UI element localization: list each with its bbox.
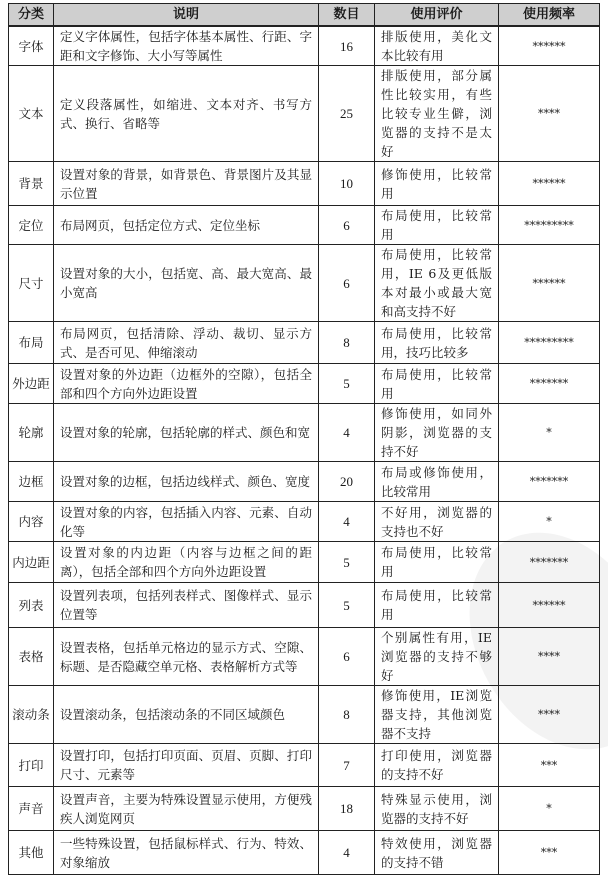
- count-cell: 16: [319, 26, 375, 66]
- frequency-cell: *******: [499, 542, 600, 583]
- table-row: [9, 787, 600, 831]
- category-cell: 字体: [9, 26, 54, 66]
- evaluation-cell: 布局使用，比较常用: [375, 364, 499, 404]
- count-cell: 4: [319, 404, 375, 462]
- frequency-cell: ******: [499, 245, 600, 322]
- description-cell: 设置对象的轮廓，包括轮廓的样式、颜色和宽: [54, 404, 319, 462]
- count-cell: 4: [319, 502, 375, 542]
- category-cell: 外边距: [9, 364, 54, 404]
- table-row: [9, 583, 600, 628]
- evaluation-cell: 不好用，浏览器的支持也不好: [375, 502, 499, 542]
- table-row: [9, 245, 600, 322]
- description-cell: 设置对象的大小，包括宽、高、最大宽高、最小宽高: [54, 245, 319, 322]
- header-row: [9, 4, 600, 27]
- description-cell: 布局网页，包括定位方式、定位坐标: [54, 206, 319, 245]
- description-cell: 设置滚动条，包括滚动条的不同区域颜色: [54, 686, 319, 744]
- count-cell: 7: [319, 744, 375, 787]
- frequency-cell: *********: [499, 322, 600, 364]
- count-cell: 8: [319, 322, 375, 364]
- count-cell: 5: [319, 583, 375, 628]
- category-cell: 文本: [9, 66, 54, 162]
- table-row: [9, 206, 600, 245]
- evaluation-cell: 布局使用，比较常用: [375, 206, 499, 245]
- description-cell: 布局网页，包括清除、浮动、裁切、显示方式、是否可见、伸缩滚动: [54, 322, 319, 364]
- description-cell: 一些特殊设置，包括鼠标样式、行为、特效、对象缩放: [54, 831, 319, 875]
- category-cell: 轮廓: [9, 404, 54, 462]
- description-cell: 定义段落属性，如缩进、文本对齐、书写方式、换行、省略等: [54, 66, 319, 162]
- frequency-cell: ***: [499, 744, 600, 787]
- description-cell: 设置声音，主要为特殊设置显示使用，方便残疾人浏览网页: [54, 787, 319, 831]
- table-row: [9, 322, 600, 364]
- header-evaluation: 使用评价: [375, 4, 499, 27]
- frequency-cell: ****: [499, 686, 600, 744]
- evaluation-cell: 特效使用，浏览器的支持不错: [375, 831, 499, 875]
- category-cell: 滚动条: [9, 686, 54, 744]
- category-cell: 背景: [9, 162, 54, 206]
- evaluation-cell: 布局或修饰使用，比较常用: [375, 462, 499, 502]
- table-row: [9, 831, 600, 875]
- category-cell: 打印: [9, 744, 54, 787]
- count-cell: 5: [319, 542, 375, 583]
- description-cell: 设置表格，包括单元格边的显示方式、空隙、标题、是否隐藏空单元格、表格解析方式等: [54, 628, 319, 686]
- category-cell: 内容: [9, 502, 54, 542]
- frequency-cell: *: [499, 787, 600, 831]
- frequency-cell: ******: [499, 583, 600, 628]
- count-cell: 25: [319, 66, 375, 162]
- table-row: [9, 686, 600, 744]
- table-row: [9, 462, 600, 502]
- count-cell: 8: [319, 686, 375, 744]
- category-cell: 边框: [9, 462, 54, 502]
- css-property-category-table: [8, 3, 600, 875]
- category-cell: 其他: [9, 831, 54, 875]
- table-row: [9, 502, 600, 542]
- category-cell: 定位: [9, 206, 54, 245]
- evaluation-cell: 布局使用，比较常用，技巧比较多: [375, 322, 499, 364]
- count-cell: 5: [319, 364, 375, 404]
- evaluation-cell: 排版使用，部分属性比较实用，有些比较专业生僻，浏览器的支持不是太好: [375, 66, 499, 162]
- description-cell: 设置打印，包括打印页面、页眉、页脚、打印尺寸、元素等: [54, 744, 319, 787]
- category-cell: 列表: [9, 583, 54, 628]
- evaluation-cell: 特殊显示使用，浏览器的支持不好: [375, 787, 499, 831]
- frequency-cell: ***: [499, 831, 600, 875]
- table-row: [9, 364, 600, 404]
- evaluation-cell: 修饰使用，比较常用: [375, 162, 499, 206]
- count-cell: 6: [319, 245, 375, 322]
- frequency-cell: ****: [499, 66, 600, 162]
- frequency-cell: ******: [499, 162, 600, 206]
- header-frequency: 使用频率: [499, 4, 600, 27]
- evaluation-cell: 修饰使用，如同外阴影，浏览器的支持不好: [375, 404, 499, 462]
- header-count: 数目: [319, 4, 375, 27]
- description-cell: 设置列表项，包括列表样式、图像样式、显示位置等: [54, 583, 319, 628]
- frequency-cell: *******: [499, 462, 600, 502]
- category-cell: 表格: [9, 628, 54, 686]
- table-row: [9, 162, 600, 206]
- table-row: [9, 404, 600, 462]
- evaluation-cell: 修饰使用，IE浏览器支持，其他浏览器不支持: [375, 686, 499, 744]
- count-cell: 6: [319, 628, 375, 686]
- table-row: [9, 744, 600, 787]
- description-cell: 设置对象的内容，包括插入内容、元素、自动化等: [54, 502, 319, 542]
- header-description: 说明: [54, 4, 319, 27]
- count-cell: 10: [319, 162, 375, 206]
- category-cell: 声音: [9, 787, 54, 831]
- frequency-cell: *********: [499, 206, 600, 245]
- evaluation-cell: 布局使用，比较常用，IE 6及更低版本对最小或最大宽和高支持不好: [375, 245, 499, 322]
- evaluation-cell: 布局使用，比较常用: [375, 542, 499, 583]
- table-row: [9, 628, 600, 686]
- frequency-cell: ****: [499, 628, 600, 686]
- frequency-cell: *******: [499, 364, 600, 404]
- category-cell: 尺寸: [9, 245, 54, 322]
- count-cell: 18: [319, 787, 375, 831]
- description-cell: 设置对象的内边距（内容与边框之间的距离），包括全部和四个方向外边距设置: [54, 542, 319, 583]
- frequency-cell: ******: [499, 26, 600, 66]
- header-category: 分类: [9, 4, 54, 27]
- frequency-cell: *: [499, 404, 600, 462]
- table-row: [9, 542, 600, 583]
- evaluation-cell: 排版使用，美化文本比较有用: [375, 26, 499, 66]
- count-cell: 6: [319, 206, 375, 245]
- description-cell: 设置对象的背景，如背景色、背景图片及其显示位置: [54, 162, 319, 206]
- description-cell: 设置对象的外边距（边框外的空隙），包括全部和四个方向外边距设置: [54, 364, 319, 404]
- evaluation-cell: 个别属性有用，IE浏览器的支持不够好: [375, 628, 499, 686]
- category-cell: 内边距: [9, 542, 54, 583]
- evaluation-cell: 布局使用，比较常用: [375, 583, 499, 628]
- frequency-cell: *: [499, 502, 600, 542]
- category-cell: 布局: [9, 322, 54, 364]
- description-cell: 设置对象的边框，包括边线样式、颜色、宽度: [54, 462, 319, 502]
- evaluation-cell: 打印使用，浏览器的支持不好: [375, 744, 499, 787]
- table-row: [9, 26, 600, 66]
- description-cell: 定义字体属性，包括字体基本属性、行距、字距和文字修饰、大小写等属性: [54, 26, 319, 66]
- table-row: [9, 66, 600, 162]
- count-cell: 20: [319, 462, 375, 502]
- count-cell: 4: [319, 831, 375, 875]
